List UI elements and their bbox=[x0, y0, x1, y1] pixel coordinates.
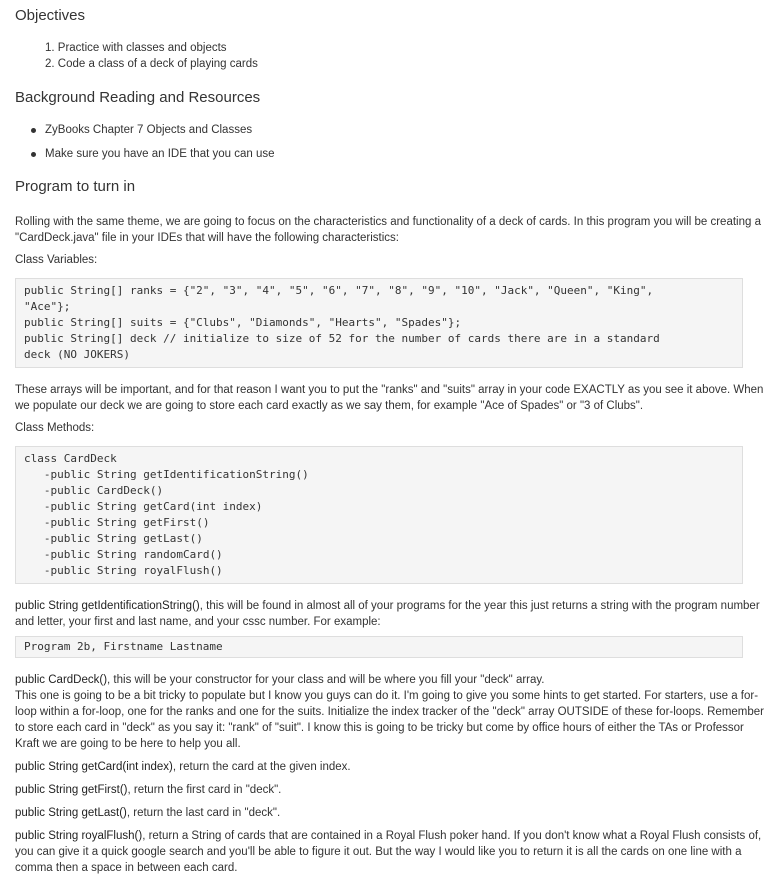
program-intro: Rolling with the same theme, we are going to focus on the characteristics and functionality of a deck of cards. In this program you will be creating a "CardDeck.java" file in your IDEs that will have the following characteristics: bbox=[15, 216, 761, 244]
objectives-heading: Objectives bbox=[15, 7, 86, 24]
resource-item bbox=[31, 122, 764, 138]
method-signature: public String getLast() bbox=[15, 807, 127, 819]
get-card-description bbox=[15, 759, 764, 775]
method-description: , return the card at the given index. bbox=[172, 761, 351, 773]
method-signature: public String getFirst() bbox=[15, 784, 128, 796]
constructor-description bbox=[15, 672, 764, 688]
example-code: Program 2b, Firstname Lastname bbox=[15, 636, 743, 658]
class-variables-code: public String[] ranks = {"2", "3", "4", "5", "6", "7", "8", "9", "10", "Jack", "Queen", "King", "Ace"}; public String[] suits = {"Clubs", "Diamonds", "Hearts", "Spades"}; public String[] deck // initialize to size of 52 for the number of cards there are in a standard deck (NO JOKERS) bbox=[15, 278, 743, 368]
get-last-description bbox=[15, 805, 764, 821]
class-variables-label: Class Variables: bbox=[15, 254, 98, 266]
get-identification-description bbox=[15, 598, 764, 630]
background-heading: Background Reading and Resources bbox=[15, 89, 261, 106]
get-first-description bbox=[15, 782, 764, 798]
method-description: , return the last card in "deck". bbox=[126, 807, 281, 819]
method-description: , this will be found in almost all of your programs for the year this just returns a string with the program number and letter, your first and last name, and your cssc number. For example: bbox=[15, 600, 760, 628]
constructor-hint: This one is going to be a bit tricky to populate but I know you guys can do it. I'm going to give you some hints to get started. For starters, use a for-loop within a for-loop, one for the ranks and one for the suits. Initialize the index tracker of the "deck" array OUTSIDE of these for-loops. Remember to store each card in "deck" as you say it: "rank" of "suit". I know this is going to be tricky but come by office hours of either the TAs or Professor Kraft we are going to be here to help you all. bbox=[15, 690, 764, 750]
class-methods-label: Class Methods: bbox=[15, 422, 95, 434]
bullet-icon bbox=[31, 152, 36, 157]
bullet-icon bbox=[31, 128, 36, 133]
arrays-note: These arrays will be important, and for that reason I want you to put the "ranks" and "suits" array in your code EXACTLY as you see it above. When we populate our deck we are going to store each card exactly as we say them, for example "Ace of Spades" or "3 of Clubs". bbox=[15, 384, 764, 412]
royal-flush-description bbox=[15, 828, 764, 876]
program-heading: Program to turn in bbox=[15, 178, 136, 195]
objective-item: 2. Code a class of a deck of playing cards bbox=[45, 58, 258, 70]
resource-text: Make sure you have an IDE that you can use bbox=[45, 148, 275, 160]
method-description: , return a String of cards that are contained in a Royal Flush poker hand. If you don't know what a Royal Flush consists of, you can give it a quick google search and you'll be able to figure it out. But the way I would like you to return it is all the cards on one line with a comma then a space in between each card. bbox=[15, 830, 762, 874]
method-description: , this will be your constructor for your class and will be where you fill your "deck" array. bbox=[107, 674, 545, 686]
method-signature: public String getCard(int index) bbox=[15, 761, 173, 773]
resource-text: ZyBooks Chapter 7 Objects and Classes bbox=[45, 124, 253, 136]
objectives-list bbox=[15, 40, 764, 72]
resource-item bbox=[31, 146, 764, 162]
resources-list bbox=[15, 122, 764, 162]
method-signature: public String getIdentificationString() bbox=[15, 600, 200, 612]
method-signature: public CardDeck() bbox=[15, 674, 108, 686]
method-description: , return the first card in "deck". bbox=[127, 784, 282, 796]
objective-item: 1. Practice with classes and objects bbox=[45, 42, 227, 54]
method-signature: public String royalFlush() bbox=[15, 830, 143, 842]
class-methods-code: class CardDeck -public String getIdentificationString() -public CardDeck() -public String getCard(int index) -public String getFirst() -public String getLast() -public String randomCard() -public String royalFlush() bbox=[15, 446, 743, 584]
